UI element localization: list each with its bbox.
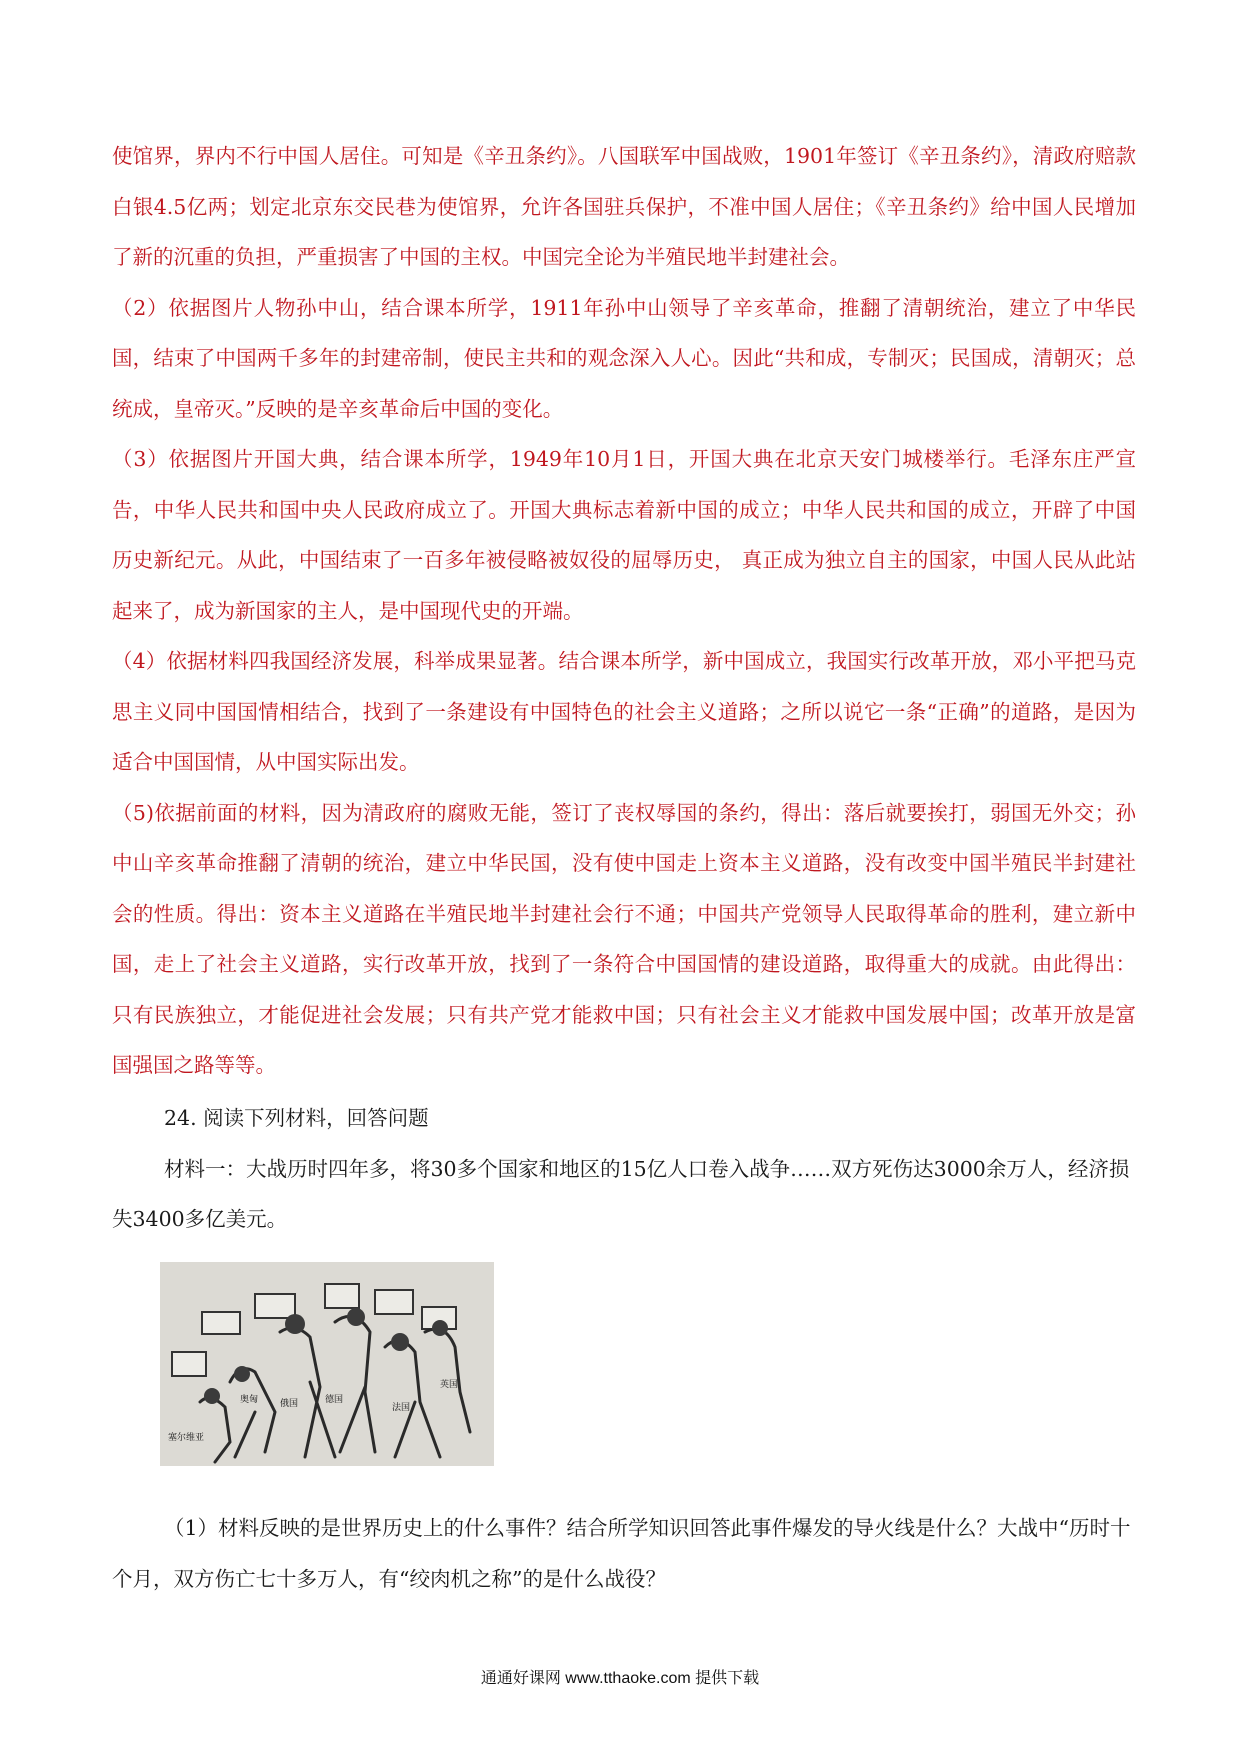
- answer-paragraph-2: （2）依据图片人物孙中山，结合课本所学，1911年孙中山领导了辛亥革命，推翻了清朝统治，建立了中华民国，结束了中国两千多年的封建帝制，使民主共和的观念深入人心。因此“共和成，专制灭；民国成，清朝灭；总统成，皇帝灭。”反映的是辛亥革命后中国的变化。: [112, 295, 1136, 421]
- material-one: 材料一：大战历时四年多，将30多个国家和地区的15亿人口卷入战争……双方死伤达3000余万人，经济损失3400多亿美元。: [112, 1156, 1130, 1231]
- page-footer: 通通好课网 www.tthaoke.com 提供下载: [480, 1670, 760, 1687]
- cartoon-label-britain: 英国: [440, 1380, 459, 1390]
- wwi-cartoon-image: [160, 1262, 494, 1466]
- sub-question-block: [112, 1503, 1136, 1604]
- cartoon-drawing: [160, 1262, 494, 1466]
- answer-paragraph-1: 使馆界，界内不行中国人居住。可知是《辛丑条约》。八国联军中国战败，1901年签订《辛丑条约》，清政府赔款白银4.5亿两；划定北京东交民巷为使馆界，允许各国驻兵保护，不准中国人居住；《辛丑条约》给中国人民增加了新的沉重的负担，严重损害了中国的主权。中国完全论为半殖民地半封建社会。: [112, 144, 1136, 269]
- cartoon-label-germany: 德国: [325, 1395, 344, 1405]
- cartoon-label-russia: 俄国: [280, 1399, 299, 1409]
- cartoon-label-austria-hungary: 奥匈: [240, 1395, 259, 1405]
- question-block: [112, 1093, 1136, 1245]
- sub-question-1: （1）材料反映的是世界历史上的什么事件？结合所学知识回答此事件爆发的导火线是什么？大战中“历时十个月，双方伤亡七十多万人，有“绞肉机之称”的是什么战役？: [112, 1516, 1131, 1591]
- question-title: 24. 阅读下列材料，回答问题: [164, 1106, 429, 1130]
- cartoon-label-france: 法国: [392, 1403, 411, 1413]
- answer-block: [112, 131, 1136, 1091]
- answer-paragraph-4: （4）依据材料四我国经济发展，科举成果显著。结合课本所学，新中国成立，我国实行改革开放，邓小平把马克思主义同中国国情相结合，找到了一条建设有中国特色的社会主义道路；之所以说它一条“正确”的道路，是因为适合中国国情，从中国实际出发。: [112, 649, 1136, 774]
- cartoon-label-serbia: 塞尔维亚: [168, 1433, 205, 1443]
- answer-paragraph-3: （3）依据图片开国大典，结合课本所学，1949年10月1日，开国大典在北京天安门城楼举行。毛泽东庄严宣告，中华人民共和国中央人民政府成立了。开国大典标志着新中国的成立；中华人民共和国的成立，开辟了中国历史新纪元。从此，中国结束了一百多年被侵略被奴役的屈辱历史， 真正成为独立自主的国家，中国人民从此站起来了，成为新国家的主人，是中国现代史的开端。: [112, 447, 1136, 623]
- answer-paragraph-5: （5)依据前面的材料，因为清政府的腐败无能，签订了丧权辱国的条约，得出：落后就要挨打，弱国无外交；孙中山辛亥革命推翻了清朝的统治，建立中华民国，没有使中国走上资本主义道路，没有改变中国半殖民半封建社会的性质。得出：资本主义道路在半殖民地半封建社会行不通；中国共产党领导人民取得革命的胜利，建立新中国，走上了社会主义道路，实行改革开放，找到了一条符合中国国情的建设道路，取得重大的成就。由此得出：只有民族独立，才能促进社会发展；只有共产党才能救中国；只有社会主义才能救中国发展中国；改革开放是富国强国之路等等。: [112, 800, 1136, 1077]
